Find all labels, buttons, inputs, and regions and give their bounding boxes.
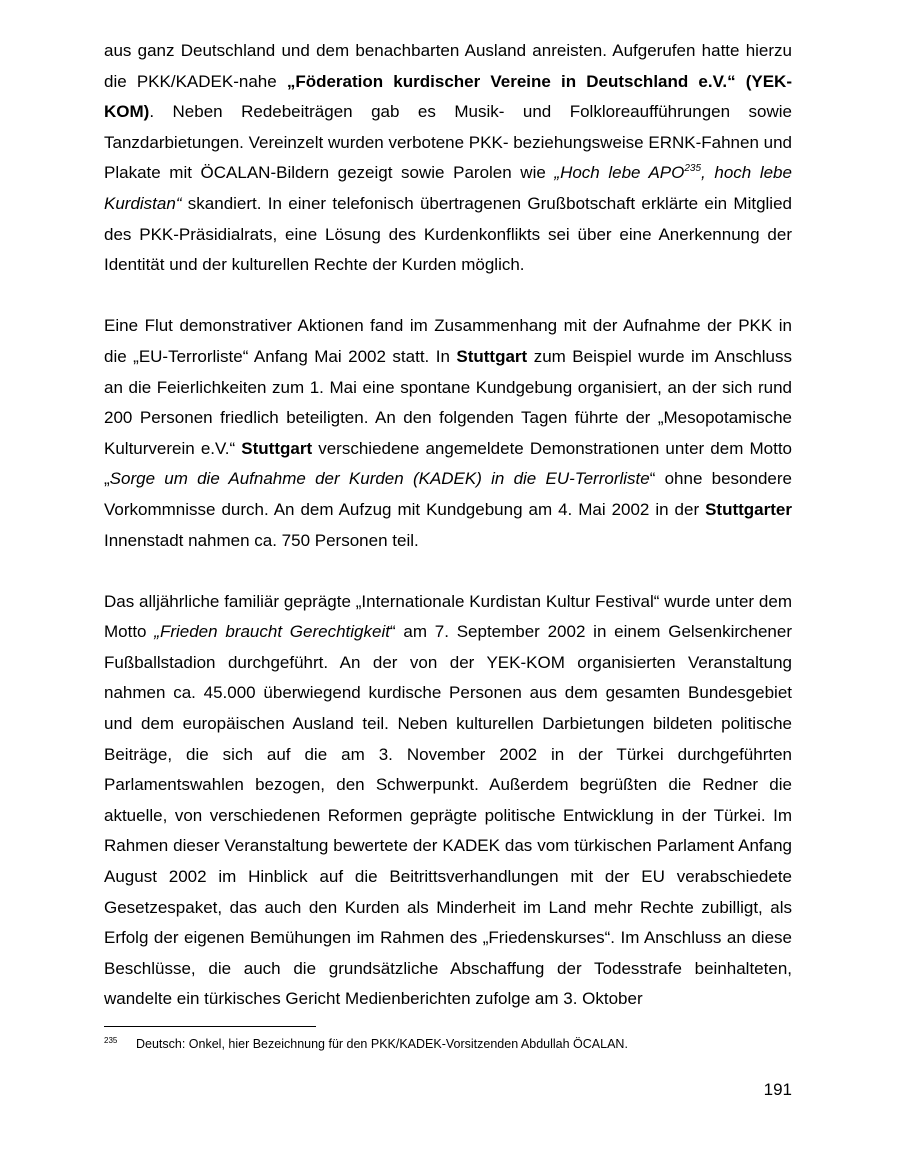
text-span: aus ganz Deutschland und dem benachbarten Ausland anreisten. Aufgerufen hatte hierzu die PKK/KADEK-nahe [104, 41, 792, 91]
bold-city-name: Stuttgart [241, 438, 313, 458]
footnote [104, 1032, 792, 1053]
text-span: “ am 7. September 2002 in einem Gelsenkirchener Fußballstadion durchgeführt. An der von der YEK-KOM organisierten Veranstaltung nahmen ca. 45.000 überwiegend kurdische Personen aus dem gesamten Bundesgebiet und dem europäischen Ausland teil. Neben kulturellen Darbietungen bildeten politische Beiträge, die sich auf die am 3. November 2002 in der Türkei durchgeführten Parlamentswahlen bezogen, den Schwerpunkt. Außerdem begrüßten die Redner die aktuelle, von verschiedenen Reformen geprägte politische Entwicklung in der Türkei. Im Rahmen dieser Veranstaltung bewertete der KADEK das vom türkischen Parlament Anfang August 2002 im Hinblick auf die Beitrittsverhandlungen mit der EU verabschiedete Gesetzespaket, das auch den Kurden als Minderheit im Land mehr Rechte zubilligt, als Erfolg der eigenen Bemühungen im Rahmen des „Friedenskurses“. Im Anschluss an diese Beschlüsse, die auch die grundsätzliche Abschaffung der Todesstrafe beinhalteten, wandelte ein türkisches Gericht Medienberichten zufolge am 3. Oktober [104, 622, 793, 1009]
text-span: verschiedene angemeldete Demonstrationen unter dem Motto „ [104, 438, 792, 489]
footnote-number: 235 [104, 1036, 118, 1045]
bold-organization-name: „Föderation kurdischer Vereine in Deutschland e.V.“ (YEK-KOM) [104, 71, 792, 122]
page-number: 191 [763, 1080, 792, 1099]
text-span: Eine Flut demonstrativer Aktionen fand im Zusammenhang mit der Aufnahme der PKK in die „EU-Terrorliste“ Anfang Mai 2002 statt. In [104, 316, 792, 366]
footnote-text: Deutsch: Onkel, hier Bezeichnung für den PKK/KADEK-Vorsitzenden Abdullah ÖCALAN. [136, 1037, 628, 1051]
text-span: “ ohne besondere Vorkommnisse durch. An dem Aufzug mit Kundgebung am 4. Mai 2002 in der [104, 469, 792, 519]
paragraph-3 [104, 587, 792, 1015]
italic-slogan-continued: , hoch lebe Kurdistan“ [104, 163, 792, 213]
text-span: skandiert. In einer telefonisch übertragenen Grußbotschaft erklärte ein Mitglied des PKK-Präsidialrats, eine Lösung des Kurdenkonflikts sei über eine Anerkennung der Identität und der kulturellen Rechte der Kurden möglich. [104, 193, 792, 275]
bold-city-name: Stuttgarter [705, 499, 792, 519]
text-span: Innenstadt nahmen ca. 750 Personen teil. [104, 530, 419, 550]
italic-motto: Sorge um die Aufnahme der Kurden (KADEK) in die EU-Terrorliste [109, 469, 650, 489]
italic-motto: „Frieden braucht Gerechtigkeit [154, 622, 390, 642]
footnote-divider [104, 1026, 316, 1027]
text-span: Das alljährliche familiär geprägte „Internationale Kurdistan Kultur Festival“ wurde unter dem Motto [104, 591, 792, 642]
paragraph-1 [104, 36, 792, 281]
footnote-reference[interactable]: 235 [684, 163, 702, 175]
page-body [104, 36, 792, 1015]
paragraph-2 [104, 311, 792, 556]
text-span: zum Beispiel wurde im Anschluss an die Feierlichkeiten zum 1. Mai eine spontane Kundgebung organisiert, an der sich rund 200 Personen friedlich beteiligten. An den folgenden Tagen führte der „Mesopotamische Kulturverein e.V.“ [104, 346, 793, 458]
text-span: . Neben Redebeiträgen gab es Musik- und Folkloreaufführungen sowie Tanzdarbietungen. Vereinzelt wurden verbotene PKK- beziehungsweise ERNK-Fahnen und Plakate mit ÖCALAN-Bildern gezeigt sowie Parolen wie [104, 102, 792, 183]
bold-city-name: Stuttgart [456, 346, 528, 366]
italic-slogan: „Hoch lebe APO [554, 163, 685, 183]
